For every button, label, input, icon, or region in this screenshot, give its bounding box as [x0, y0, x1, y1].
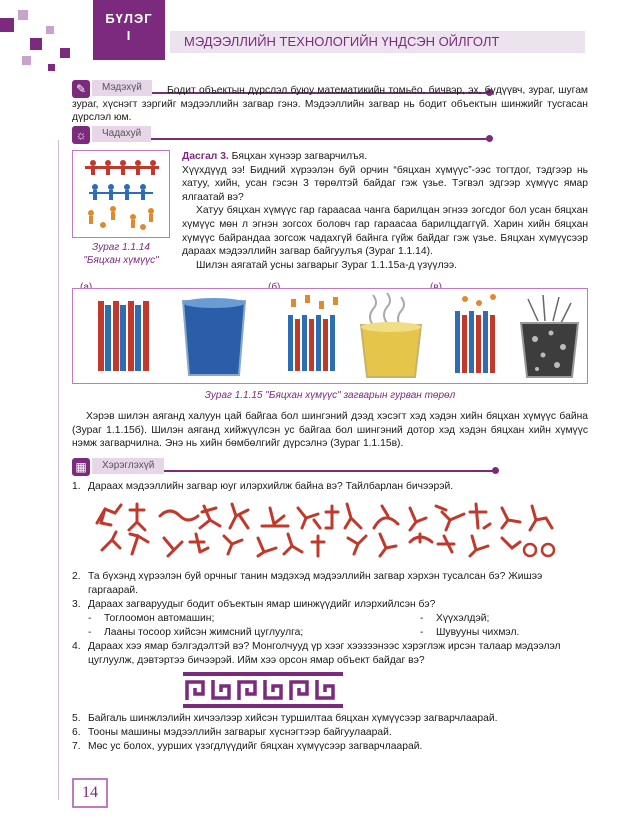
question-number: 7. [72, 741, 81, 752]
section-rule-dot [486, 135, 493, 142]
decor-square [18, 10, 28, 20]
question-4 [72, 640, 582, 668]
decor-square [0, 18, 14, 32]
figure-114-caption-title: "Бяцхан хүмүүс" [83, 255, 159, 266]
chapter-number: I [126, 28, 132, 43]
grid-icon: ▦ [72, 458, 90, 476]
decor-square [48, 64, 55, 71]
section-label: Хэрэглэхүй [92, 458, 164, 474]
chapter-badge [93, 0, 165, 60]
little-people-illustration [73, 151, 169, 237]
figure-little-people [72, 150, 170, 238]
section-practice-bar [72, 460, 496, 474]
section-label: Чадахуй [92, 126, 151, 142]
list-bullet: - [420, 627, 424, 638]
question-number: 4. [72, 641, 81, 652]
model-c [455, 294, 578, 377]
page-number: 14 [72, 778, 108, 808]
exercise-paragraph-1: Хүүхдүүд ээ! Бидний хүрээлэн буй орчин “бяцхан хүмүүс”-ээс тогтдог, тэдгээр нь хатуу, хийн, усан гэсэн 3 төрөлтэй байдаг гэж үзье. Тэгвэл эдгээр хүмүүс ямар ялгаатай вэ? [182, 164, 588, 203]
exercise-title: Дасгал 3. [182, 151, 229, 162]
list-item: Хүүхэлдэй; [436, 613, 490, 624]
question-text: Мөс ус болох, уурших үзэгдлүүдийг бяцхан хүмүүсээр загварчлаарай. [88, 741, 423, 752]
decor-square [22, 56, 31, 65]
exercise-heading [182, 150, 588, 164]
three-models-illustration [73, 289, 586, 382]
exercise-paragraph-3: Шилэн аягатай усны загварыг Зураг 1.1.15а-д үзүүлээ. [196, 259, 457, 271]
definition-text: Бодит объектын дүрслэл буюу математикийн томьёо, бичвэр, эх, бүдүүвч, зураг, шугам зураг, хүснэгт зэргийг мэдээллийн загвар гэнэ. Мэдээллийн загвар нь бодит объектын шинжийг тусгасан дүрслэл юм. [72, 85, 588, 124]
question-text: Тооны машины мэдээллийн загварыг хүснэгтээр байгуулаарай. [88, 727, 392, 738]
chapter-label: БҮЛЭГ [105, 11, 153, 26]
question-2 [72, 570, 582, 598]
mongolian-pattern [183, 672, 343, 708]
knowledge-icon: ✎ [72, 80, 90, 98]
question-number: 3. [72, 599, 81, 610]
exercise-subtitle: Бяцхан хүнээр загварчилъя. [228, 151, 368, 162]
question-number: 1. [72, 481, 81, 492]
explanation-paragraph: Хэрэв шилэн аяганд халуун цай байгаа бол шингэний дээд хэсэгт хэд хэдэн хийн бяцхан хүмүүс байна (Зураг 1.1.15б). Шилэн аяганд хийжүүлсэн ус байгаа бол шингэний дотор хэд хэдэн бяцхан хийн хүмүүс нэмж загварчилна. Энэ нь хийн бөмбөлгийг дүрсэлнэ (Зураг 1.1.15в). [72, 411, 588, 450]
page-header [0, 0, 638, 70]
question-number: 6. [72, 727, 81, 738]
sport-pictograms [92, 498, 562, 560]
list-item: Шувууны чихмэл. [436, 627, 520, 638]
question-text: Дараах мэдээллийн загвар юуг илэрхийлж байна вэ? Тайлбарлан бичээрэй. [88, 481, 454, 492]
exercise-block [182, 150, 588, 272]
exercise-paragraph-2: Хатуу бяцхан хүмүүс гар гараасаа чанга барилцан эгнээ зогсдог бол усан бяцхан хүмүүс мөн л эгнэн зогсох боловч гар гараасаа барилцдаггүй. Харин хийн бяцхан хүмүүс байрандаа зогсож чадахгүй байнга гүйж байдаг гэж үзье. Бяцхан хүмүүсээр дараах мэдээллийн загвар байгуулъя (Зураг 1.1.14). [182, 205, 588, 258]
question-number: 5. [72, 713, 81, 724]
model-a [98, 298, 245, 375]
chapter-title: МЭДЭЭЛЛИЙН ТЕХНОЛОГИЙН ҮНДСЭН ОЙЛГОЛТ [170, 31, 585, 53]
question-text: Та бүхэнд хүрээлэн буй орчныг танин мэдэхэд мэдээллийн загвар хэрхэн тусалсан бэ? Жишээ гаргаарай. [88, 571, 543, 596]
decor-square [60, 48, 70, 58]
section-label: Мэдэхүй [92, 80, 152, 96]
decor-square [46, 26, 54, 34]
question-number: 2. [72, 571, 81, 582]
sport-pictogram-figures [92, 498, 562, 560]
section-rule [92, 138, 490, 140]
figure-three-models [72, 288, 588, 384]
question-text: Дараах загваруудыг бодит объектын ямар шинжүүдийг илэрхийлсэн бэ? [88, 599, 436, 610]
lightbulb-icon: ☼ [72, 126, 90, 144]
list-bullet: - [88, 627, 92, 638]
model-b [288, 293, 421, 377]
question-text: Дараах хээ ямар бэлгэдэлтэй вэ? Монголчууд үр хээг хээзээнээс хэрэглэж ирсэн талаар мэдээлэл цуглуулж, дэвтэртээ бичээрэй. Ийм хээ орсон ямар объект байдаг вэ? [88, 641, 561, 666]
decor-square [30, 38, 42, 50]
list-bullet: - [420, 613, 424, 624]
list-bullet: - [88, 613, 92, 624]
list-item: Тоглоомон автомашин; [104, 613, 215, 624]
section-understanding-bar [72, 128, 490, 142]
section-rule-dot [492, 467, 499, 474]
figure-114-caption-number: Зураг 1.1.14 [92, 242, 150, 253]
list-item: Лааны тосоор хийсэн жимсний цуглуулга; [104, 627, 304, 638]
ornament-illustration [183, 672, 343, 708]
figure-115-caption: Зураг 1.1.15 "Бяцхан хүмүүс" загварын гурван төрөл [204, 390, 456, 401]
question-text: Байгаль шинжлэлийн хичээлээр хийсэн туршилтаа бяцхан хүмүүсээр загварчлаарай. [88, 713, 498, 724]
margin-rule [58, 140, 59, 800]
